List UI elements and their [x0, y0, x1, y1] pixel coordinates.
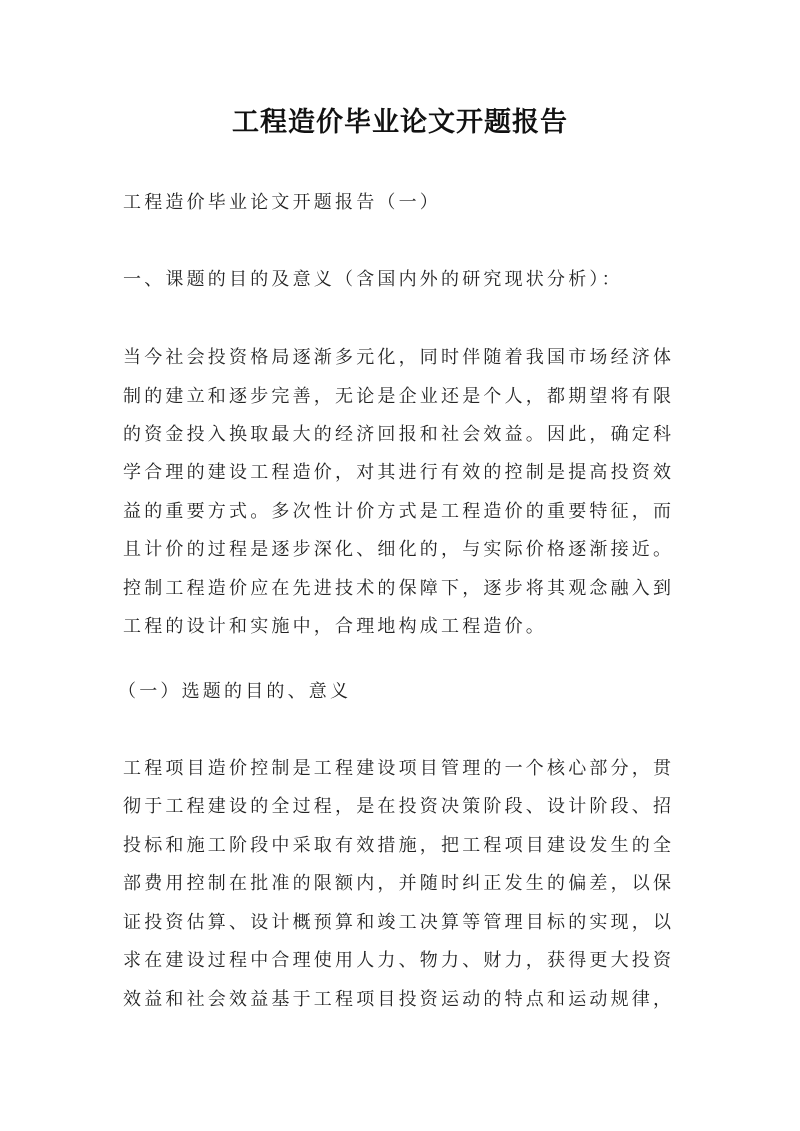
paragraph-line: 益的重要方式。多次性计价方式是工程造价的重要特征，而	[123, 501, 675, 522]
paragraph-line: 部费用控制在批准的限额内，并随时纠正发生的偏差，以保	[123, 873, 675, 894]
document-title: 工程造价毕业论文开题报告	[232, 107, 568, 138]
paragraph-line: 的资金投入换取最大的经济回报和社会效益。因此，确定科	[123, 424, 675, 445]
section-heading: 一、课题的目的及意义（含国内外的研究现状分析）：	[123, 269, 623, 290]
paragraph-line: 且计价的过程是逐步深化、细化的，与实际价格逐渐接近。	[123, 539, 675, 560]
paragraph-line: 制的建立和逐步完善，无论是企业还是个人，都期望将有限	[123, 386, 675, 407]
paragraph-line: 求在建设过程中合理使用人力、物力、财力，获得更大投资	[123, 950, 675, 971]
paragraph-line: 彻于工程建设的全过程，是在投资决策阶段、设计阶段、招	[123, 796, 675, 817]
paragraph-line: 工程的设计和实施中，合理地构成工程造价。	[123, 616, 547, 637]
paragraph-line: 控制工程造价应在先进技术的保障下，逐步将其观念融入到	[123, 578, 675, 599]
subsection-heading: （一）选题的目的、意义	[118, 681, 352, 702]
paragraph-line: 效益和社会效益基于工程项目投资运动的特点和运动规律，	[123, 989, 675, 1010]
paragraph-line: 当今社会投资格局逐渐多元化，同时伴随着我国市场经济体	[123, 347, 675, 368]
subtitle: 工程造价毕业论文开题报告（一）	[123, 192, 441, 213]
paragraph-line: 学合理的建设工程造价，对其进行有效的控制是提高投资效	[123, 462, 675, 483]
paragraph-line: 投标和施工阶段中采取有效措施，把工程项目建设发生的全	[123, 835, 675, 856]
paragraph-line: 证投资估算、设计概预算和竣工决算等管理目标的实现，以	[123, 912, 675, 933]
paragraph-line: 工程项目造价控制是工程建设项目管理的一个核心部分，贯	[123, 758, 675, 779]
